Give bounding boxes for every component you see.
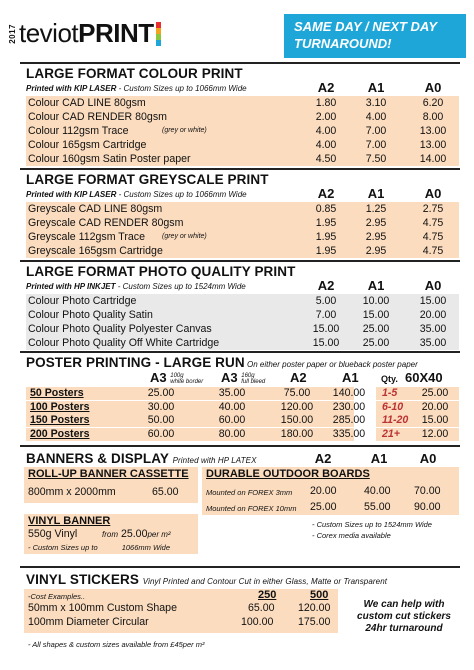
poster-row-label: 100 Posters	[30, 400, 90, 413]
outdoor-price: 90.00	[414, 501, 441, 513]
greyscale-col-a0: A0	[424, 186, 442, 201]
photo-row	[26, 322, 459, 336]
vinyl-help-note: We can help with custom cut stickers 24hr turnaround	[357, 599, 451, 634]
photo-price-cell: 20.00	[419, 309, 447, 321]
colour-section-title: LARGE FORMAT COLOUR PRINT	[26, 66, 243, 81]
colour-price-cell: 6.20	[422, 97, 444, 109]
colour-col-a2: A2	[317, 80, 335, 95]
colour-row	[26, 138, 459, 152]
photo-row	[26, 294, 459, 308]
colour-price-cell: 8.00	[422, 111, 444, 123]
greyscale-price-cell: 2.75	[422, 203, 444, 215]
photo-section-title: LARGE FORMAT PHOTO QUALITY PRINT	[26, 264, 296, 279]
greyscale-row	[26, 202, 459, 216]
vinyl-banner-label: 550g Vinyl	[28, 528, 78, 540]
vinyl-banner-note: - Custom Sizes up to 1066mm Wide	[28, 543, 170, 552]
header	[0, 0, 474, 62]
greyscale-row-label: Greyscale CAD RENDER 80gsm	[28, 217, 184, 229]
poster-price-cell: 25.00	[147, 387, 175, 399]
greyscale-price-cell: 1.95	[315, 217, 337, 229]
photo-price-cell: 15.00	[362, 309, 390, 321]
banners-col-a0: A0	[419, 451, 437, 466]
colour-row-note: (grey or white)	[162, 127, 207, 134]
vinyl-footnote: - All shapes & custom sizes available from £45per m²	[28, 640, 205, 649]
outdoor-price: 25.00	[310, 501, 337, 513]
colour-row	[26, 152, 459, 166]
poster-col-a2: A2	[290, 370, 307, 385]
greyscale-price-cell: 1.95	[315, 231, 337, 243]
poster-col-a1: A1	[342, 370, 359, 385]
divider	[20, 445, 460, 447]
greyscale-col-a1: A1	[367, 186, 385, 201]
vinyl-price: 120.00	[298, 602, 331, 614]
outdoor-price: 55.00	[364, 501, 391, 513]
vinyl-section-title: VINYL STICKERS Vinyl Printed and Contour Cut in either Glass, Matte or Transparent	[26, 572, 388, 587]
poster-60x40-price: 25.00	[421, 387, 449, 399]
colour-price-cell: 7.50	[365, 153, 387, 165]
poster-col-a3-160g: A3 160g full bleed	[221, 370, 266, 385]
colour-price-cell: 14.00	[419, 153, 447, 165]
colour-price-cell: 13.00	[419, 139, 447, 151]
colour-price-cell: 3.10	[365, 97, 387, 109]
poster-qty-range: 21+	[382, 427, 400, 440]
poster-price-cell: 60.00	[147, 427, 175, 440]
photo-col-a0: A0	[424, 278, 442, 293]
vinyl-price: 175.00	[298, 616, 331, 628]
vinyl-col-250: 250	[258, 589, 277, 601]
poster-price-cell: 230.00	[332, 400, 366, 413]
colour-price-cell: 7.00	[365, 125, 387, 137]
poster-price-cell: 335.00	[332, 427, 366, 440]
divider	[20, 62, 460, 64]
poster-col-60x40: 60X40	[405, 370, 443, 385]
poster-price-cell: 180.00	[280, 427, 314, 440]
photo-row	[26, 336, 459, 350]
colour-row-label: Colour CAD RENDER 80gsm	[28, 111, 167, 123]
photo-price-cell: 5.00	[315, 295, 337, 307]
greyscale-price-cell: 1.95	[315, 245, 337, 257]
photo-row-label: Colour Photo Cartridge	[28, 295, 137, 307]
greyscale-price-cell: 2.95	[365, 217, 387, 229]
brand-year: 2017	[8, 23, 17, 44]
photo-section-subtitle: Printed with HP INKJET - Custom Sizes up to 1524mm Wide	[26, 282, 246, 291]
greyscale-row-note: (grey or white)	[162, 233, 207, 240]
outdoor-price: 70.00	[414, 485, 441, 497]
colour-price-cell: 4.00	[365, 111, 387, 123]
poster-price-cell: 30.00	[147, 400, 175, 413]
greyscale-row	[26, 216, 459, 230]
divider	[20, 168, 460, 170]
poster-price-cell: 150.00	[280, 414, 314, 426]
poster-qty-range: 11-20	[382, 414, 409, 426]
photo-price-cell: 15.00	[312, 337, 340, 349]
greyscale-row	[26, 244, 459, 258]
photo-price-cell: 35.00	[419, 337, 447, 349]
photo-price-cell: 35.00	[419, 323, 447, 335]
greyscale-price-cell: 4.75	[422, 217, 444, 229]
greyscale-price-cell: 1.25	[365, 203, 387, 215]
photo-col-a2: A2	[317, 278, 335, 293]
poster-price-cell: 60.00	[218, 414, 246, 426]
poster-row	[26, 401, 459, 414]
outdoor-title: DURABLE OUTDOOR BOARDS	[206, 468, 370, 480]
colour-row	[26, 124, 459, 138]
colour-row	[26, 110, 459, 124]
vinyl-row-label: 100mm Diameter Circular	[28, 616, 149, 628]
poster-60x40-price: 12.00	[421, 427, 449, 440]
vinyl-price: 65.00	[248, 602, 275, 614]
greyscale-price-cell: 2.95	[365, 231, 387, 243]
poster-row-label: 200 Posters	[30, 427, 90, 440]
rollup-title: ROLL-UP BANNER CASSETTE	[28, 468, 189, 480]
banners-col-a1: A1	[370, 451, 388, 466]
poster-price-cell: 40.00	[218, 400, 246, 413]
colour-price-cell: 4.00	[315, 139, 337, 151]
poster-price-cell: 140.00	[332, 387, 366, 399]
photo-price-cell: 25.00	[362, 337, 390, 349]
banners-col-a2: A2	[314, 451, 332, 466]
greyscale-price-cell: 2.95	[365, 245, 387, 257]
greyscale-row-label: Greyscale 112gsm Trace	[28, 231, 145, 243]
poster-price-cell: 50.00	[147, 414, 175, 426]
photo-price-cell: 7.00	[315, 309, 337, 321]
brand-color-bars	[156, 22, 161, 46]
colour-row-label: Colour 165gsm Cartridge	[28, 139, 147, 151]
colour-price-cell: 7.00	[365, 139, 387, 151]
poster-row-label: 50 Posters	[30, 387, 84, 399]
outdoor-row-label: Mounted on FOREX 3mm	[206, 488, 293, 497]
vinyl-banner-price: from 25.00per m²	[102, 528, 171, 540]
turnaround-line2: TURNAROUND!	[294, 36, 392, 51]
colour-price-cell: 4.50	[315, 153, 337, 165]
photo-row	[26, 308, 459, 322]
colour-price-cell: 13.00	[419, 125, 447, 137]
turnaround-line1: SAME DAY / NEXT DAY	[294, 19, 438, 34]
photo-row-label: Colour Photo Quality Polyester Canvas	[28, 323, 212, 335]
divider	[20, 260, 460, 262]
colour-row-label: Colour CAD LINE 80gsm	[28, 97, 146, 109]
greyscale-price-cell: 0.85	[315, 203, 337, 215]
poster-section-subtitle: On either poster paper or blueback poster paper	[247, 360, 418, 369]
poster-qty-range: 6-10	[382, 400, 404, 413]
colour-row-label: Colour 112gsm Trace	[28, 125, 129, 137]
photo-row-label: Colour Photo Quality Satin	[28, 309, 153, 321]
vinyl-banner-title: VINYL BANNER	[28, 515, 111, 527]
colour-price-cell: 4.00	[315, 125, 337, 137]
colour-section-subtitle: Printed with KIP LASER - Custom Sizes up to 1066mm Wide	[26, 84, 247, 93]
poster-qty-range: 1-5	[382, 387, 398, 399]
greyscale-row	[26, 230, 459, 244]
brand-name-light: teviot	[19, 18, 79, 48]
outdoor-row-label: Mounted on FOREX 10mm	[206, 504, 297, 513]
poster-price-cell: 35.00	[218, 387, 246, 399]
photo-price-cell: 15.00	[312, 323, 340, 335]
brand-name-bold: PRINT	[78, 18, 154, 48]
poster-price-cell: 80.00	[218, 427, 246, 440]
greyscale-row-label: Greyscale 165gsm Cartridge	[28, 245, 163, 257]
teviot-print-logo	[8, 18, 161, 49]
vinyl-price: 100.00	[241, 616, 274, 628]
greyscale-section-subtitle: Printed with KIP LASER - Custom Sizes up to 1066mm Wide	[26, 190, 247, 199]
poster-price-cell: 120.00	[280, 400, 314, 413]
rollup-price: 65.00	[152, 486, 179, 498]
poster-price-cell: 75.00	[283, 387, 311, 399]
poster-section-title: POSTER PRINTING - LARGE RUN	[26, 355, 245, 370]
poster-row	[26, 428, 459, 441]
colour-row-label: Colour 160gsm Satin Poster paper	[28, 153, 191, 165]
greyscale-col-a2: A2	[317, 186, 335, 201]
poster-col-a3-100g: A3 100g white border	[150, 370, 204, 385]
greyscale-price-cell: 4.75	[422, 231, 444, 243]
colour-price-cell: 2.00	[315, 111, 337, 123]
vinyl-col-500: 500	[310, 589, 329, 601]
greyscale-section-title: LARGE FORMAT GREYSCALE PRINT	[26, 172, 269, 187]
outdoor-note-width: - Custom Sizes up to 1524mm Wide	[312, 520, 432, 529]
photo-price-cell: 25.00	[362, 323, 390, 335]
brand-bar-blue	[156, 40, 161, 46]
photo-price-cell: 15.00	[419, 295, 447, 307]
vinyl-row-label: 50mm x 100mm Custom Shape	[28, 602, 177, 614]
poster-60x40-price: 15.00	[421, 414, 449, 426]
poster-row-label: 150 Posters	[30, 414, 90, 426]
poster-col-qty: Qty.	[381, 374, 398, 384]
photo-row-label: Colour Photo Quality Off White Cartridge	[28, 337, 220, 349]
banners-section-title: BANNERS & DISPLAY Printed with HP LATEX	[26, 451, 257, 466]
colour-col-a0: A0	[424, 80, 442, 95]
colour-price-cell: 1.80	[315, 97, 337, 109]
greyscale-row-label: Greyscale CAD LINE 80gsm	[28, 203, 163, 215]
colour-col-a1: A1	[367, 80, 385, 95]
divider	[20, 566, 460, 568]
turnaround-banner	[284, 14, 466, 58]
photo-col-a1: A1	[367, 278, 385, 293]
outdoor-price: 40.00	[364, 485, 391, 497]
colour-row	[26, 96, 459, 110]
poster-price-cell: 285.00	[332, 414, 366, 426]
divider	[20, 351, 460, 353]
greyscale-price-cell: 4.75	[422, 245, 444, 257]
poster-row	[26, 414, 459, 427]
rollup-size: 800mm x 2000mm	[28, 486, 116, 498]
vinyl-cost-label: -Cost Examples..	[28, 592, 86, 601]
poster-row	[26, 387, 459, 400]
photo-price-cell: 10.00	[362, 295, 390, 307]
poster-60x40-price: 20.00	[421, 400, 449, 413]
outdoor-price: 20.00	[310, 485, 337, 497]
outdoor-note-corex: - Corex media available	[312, 531, 391, 540]
